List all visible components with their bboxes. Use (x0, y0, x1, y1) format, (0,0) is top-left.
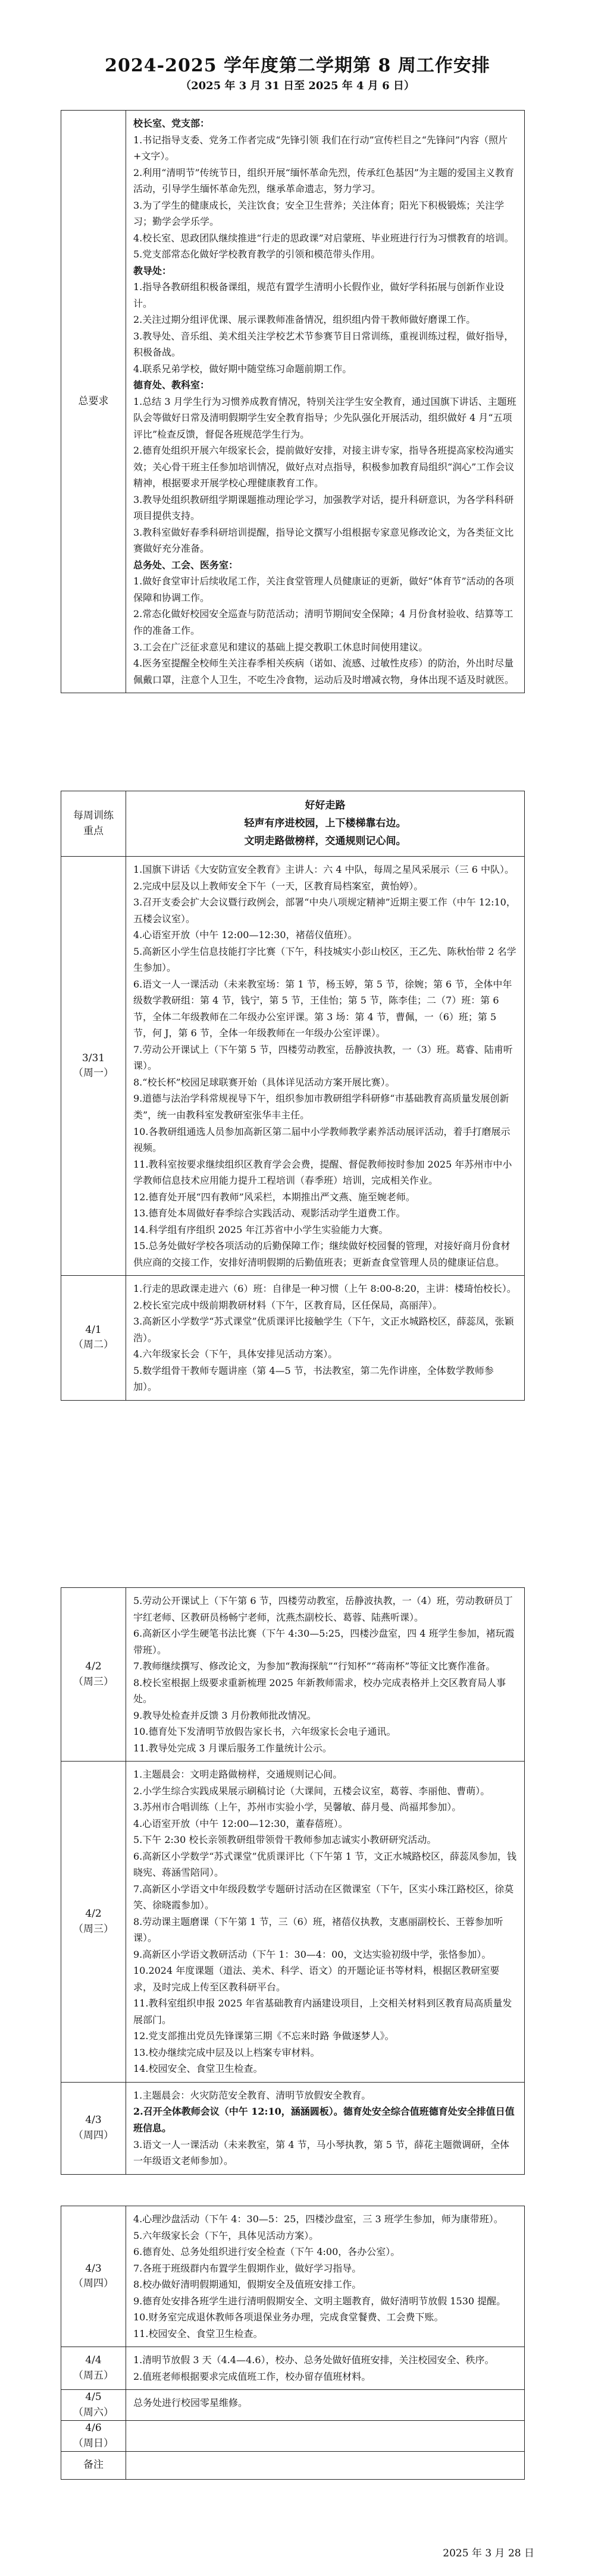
general-label: 总要求 (78, 395, 109, 407)
schedule-item: 3.语文一人一课活动（未来教室，第 4 节，马小琴执教，第 5 节，薛花主题微调研，全体一年级语文老师参加）。 (133, 2138, 509, 2167)
schedule-item: 13.校办继续完成中层及以上档案专审材料。 (133, 2046, 320, 2058)
schedule-item: 4.心理沙盘活动（下午 4：30—5：25，四楼沙盘室，三 3 班学生参加，师为康带班）。 (133, 2213, 503, 2225)
day-label-cell (61, 2082, 126, 2174)
group-item: 1.指导各教研组积极备课组，规范有置学生清明小长假作业，做好学科拓展与创新作业设计。 (133, 281, 505, 309)
day-date: 4/1 (85, 1323, 102, 1336)
day-label-cell (61, 2347, 126, 2390)
day-weekday: （周一） (73, 1067, 114, 1080)
day-label-cell (61, 1588, 126, 1762)
group-item: 2.利用“清明节”传统节日，组织开展“缅怀革命先烈，传承红色基因”为主题的爱国主义教育活动，引导学生缅怀革命先烈，继承革命遗志，努力学习。 (133, 166, 514, 195)
schedule-item: 6.高新区小学生硬笔书法比赛（下午 4:30—5:25，四楼沙盘室，四 4 班学生参加，褚玩霞带班）。 (133, 1628, 515, 1656)
day-weekday: （周二） (73, 1339, 114, 1351)
document-title: 2024-2025 学年度第二学期第 8 周工作安排 (105, 55, 490, 76)
group-heading: 总务处、工会、医务室： (133, 559, 239, 571)
day-date: 4/3 (85, 2114, 102, 2127)
day-weekday: （周日） (73, 2437, 114, 2449)
schedule-item: 9.道德与法治学科常规视导下午，组织参加市教研组学科研修“市基础教育高质量发展创新类”，统一由教科室发教研室张华丰主任。 (133, 1093, 509, 1121)
theme-heading: 好好走路 (305, 800, 346, 812)
group-heading: 德育处、教科室： (133, 379, 210, 391)
schedule-item: 1.清明节放假 3 天（4.4—4.6），校办、总务处做好值班安排，关注校园安全、秩序。 (133, 2354, 494, 2366)
schedule-item: 9.教导处检查并反馈 3 月份教师批改情况。 (133, 1709, 317, 1721)
remarks-label: 备注 (83, 2459, 104, 2471)
group-item: 3.教导处、音乐组、美术组关注学校艺术节参赛节目日常训练，重视训练过程，做好指导，积极备战。 (133, 330, 514, 358)
schedule-item: 6.德育处、总务处组织进行安全检查（下午 4:00，各办公室）。 (133, 2246, 400, 2258)
day-date: 4/2 (85, 1908, 102, 1920)
day-weekday: （周三） (73, 1923, 114, 1935)
group-item: 2.常态化做好校园安全巡查与防范活动；清明节期间安全保障；4 月份食材验收、结算等工作的准备工作。 (133, 608, 513, 636)
group-teaching (133, 263, 517, 378)
theme-label-cell (61, 791, 126, 857)
schedule-item: 5.数学组骨干教师专题讲座（第 4—5 节，书法教室，第二先作讲座，全体数学教师参加）。 (133, 1364, 494, 1393)
weekly-schedule-table (61, 791, 525, 1401)
day-label-cell (61, 2206, 126, 2347)
schedule-item: 2.校长室完成中级前期教研材料（下午，区教育局，区任保局，高丽萍）。 (133, 1299, 443, 1311)
schedule-item: 11.教科室组织申报 2025 年省基础教育内涵建设项目，上交相关材料到区教育局高质量发展部门。 (133, 1998, 512, 2025)
group-item: 3.为了学生的健康成长，关注饮食；安全卫生营养；关注体育；阳光下积极锻炼；关注学习；勤学会学乐学。 (133, 199, 505, 228)
schedule-item: 11.教科室按要求继续组织区教育学会会费，提醒、督促教师按时参加 2025 年苏州市中小学教师信息技术应用能力提升工程培训（春季班）培训，完成相关作业。 (133, 1158, 512, 1187)
schedule-item: 3.高新区小学数学“苏式课堂”优质课评比接触学生（下午，文正水城路校区，薛蕊凤，张颖浩）。 (133, 1316, 514, 1344)
day-date: 3/31 (82, 1052, 105, 1064)
schedule-item: 15.总务处做好学校各项活动的后勤保障工作；继续做好校园餐的管理，对接好商月份食材供应商的交接工作，安排好清明假期的后勤值班表；更新查食堂管理人员的健康证信息。 (133, 1240, 511, 1268)
group-item: 3.教科室做好春季科研培训提醒，指导论文撰写小组根据专家意见修改论文，为各类征文比赛做好充分准备。 (133, 526, 514, 555)
schedule-item: 4.六年级家长会（下午，具体安排见活动方案）。 (133, 1348, 338, 1360)
day-content-cell (126, 2206, 525, 2347)
remarks-label-cell (61, 2452, 126, 2480)
group-item: 5.党支部常态化做好学校教育教学的引领和模范带头作用。 (133, 249, 381, 260)
schedule-item: 8.劳动课主题磨课（下午第 1 节，三（6）班，褚蓓仪执教，支惠丽副校长、王蓉参加听课）。 (133, 1916, 503, 1944)
schedule-item: 12.德育处开展“四有教师”风采栏，本期推出严文燕、施至婉老师。 (133, 1191, 415, 1203)
schedule-item: 7.劳动公开课试上（下午第 5 节，四楼劳动教室，岳静波执教，一（3）班。葛睿、陆甫听课）。 (133, 1043, 513, 1072)
day-weekday: （周五） (73, 2369, 114, 2382)
day-date: 4/4 (85, 2354, 102, 2367)
general-requirements-table (61, 110, 525, 693)
schedule-item: 2.完成中层及以上教师安全下午（一天，区教育局档案室，黄怡婷）。 (133, 880, 424, 892)
day-content-cell (126, 1762, 525, 2083)
schedule-item: 2.小学生综合实践成果展示刷稿讨论（大课间，五楼会议室，葛蓉、李丽他、曹萌）。 (133, 1785, 490, 1797)
general-content-cell (126, 111, 525, 693)
schedule-item: 6.高新区小学数学“苏式课堂”优质课评比（下午第 1 节，文正水城路校区，薛蕊凤参加，钱晓宪、蒋涵雪陪同）。 (133, 1850, 516, 1879)
day-weekday: （周三） (73, 1675, 114, 1688)
day-date: 4/5 (85, 2391, 102, 2404)
group-item: 1.总结 3 月学生行为习惯养成教育情况，特别关注学生安全教育，通过国旗下讲话、主题班队会等做好日常及清明假期学生安全教育指导；少先队强化开展活动，组织做好 4 月“五项评比”检查反馈，督促各班规范学生行为。 (133, 395, 516, 440)
day-content-cell (126, 1588, 525, 1762)
schedule-item: 13.德育处本周做好春季综合实践活动、观影活动学生道费工作。 (133, 1207, 406, 1219)
day-weekday: （周六） (73, 2406, 114, 2418)
group-item: 1.书记指导支委、党务工作者完成“先锋引领 我们在行动”宣传栏目之“先锋问”内容（照片+文字）。 (133, 134, 508, 162)
schedule-item: 6.语文一人一课活动（未来教室场：第 1 节，杨玉婷，第 5 节，徐婉；第 6 节，全体中年级数学教研组：第 4 节，钱宁，第 5 节，王佳怡；第 5 节，陈李佳；二（7）班：第 6 节，全体二年级教师在二年级办公室评课。第 3 场：第 4 节，曹佩，一（6）班；第 5 节，何 J，第 6 节，全体一年级教师在一年级办公室评课）。 (133, 978, 512, 1039)
day-label-cell (61, 2421, 126, 2452)
day-label-cell (61, 1762, 126, 2083)
schedule-item: 5.六年级家长会（下午，具体见活动方案）。 (133, 2229, 319, 2241)
schedule-item: 10.2024 年度课题（道法、美术、科学、语文）的开题论证书等材料，根据区教研室要求，及时完成上传至区教科研平台。 (133, 1965, 500, 1993)
theme-line2: 文明走路做榜样，交通规则记心间。 (244, 835, 406, 847)
schedule-item: 14.科学组有序组织 2025 年江苏省中小学生实验能力大赛。 (133, 1223, 389, 1235)
day-label-cell (61, 857, 126, 1276)
group-item: 4.医务室提醒全校师生关注春季相关疾病（诺如、流感、过敏性皮疹）的防治，外出时尽量佩戴口罩，注意个人卫生，不吃生冷食物，运动后及时增减衣物，身体出现不适及时就医。 (133, 658, 515, 685)
schedule-item: 10.财务室完成退休教师各项退保业务办理，完成食堂餐费、工会费下账。 (133, 2311, 444, 2323)
schedule-item: 8.“校长杯”校园足球联赛开始（具体详见活动方案开展比赛）。 (133, 1076, 395, 1088)
day-weekday: （周四） (73, 2278, 114, 2290)
theme-content-cell (126, 791, 525, 857)
theme-label-line2: 重点 (83, 825, 104, 837)
day-label-cell (61, 1276, 126, 1401)
group-moral-education (133, 377, 517, 557)
schedule-item: 8.校办做好清明假期通知，假期安全及值班安排工作。 (133, 2279, 362, 2291)
schedule-item: 14.校园安全、食堂卫生检查。 (133, 2063, 263, 2075)
theme-label-line1: 每周训练 (73, 810, 114, 822)
schedule-item: 1.国旗下讲话《大安防宣安全教育》主讲人：六 4 中队，每周之星风采展示（三 6 中队）。 (133, 864, 514, 876)
group-item: 4.联系兄弟学校，做好期中随堂练习命题前期工作。 (133, 363, 352, 375)
schedule-item: 10.德育处下发清明节放假告家长书，六年级家长会电子通讯。 (133, 1726, 396, 1738)
day-content-cell (126, 1276, 525, 1401)
weekly-schedule-table-final (61, 2206, 525, 2480)
group-item: 2.关注过期分组评优课、展示课教师准备情况，组织组内骨干教师做好磨课工作。 (133, 314, 476, 326)
schedule-item: 5.高新区小学生信息技能打字比赛（下午，科技城实小彭山校区，王乙先、陈秋怡带 2 名学生参加）。 (133, 945, 516, 974)
day-content-cell (126, 2421, 525, 2452)
group-leadership (133, 115, 517, 263)
schedule-item: 4.心语室开放（中午 12:00—12:30，董春蓓班）。 (133, 1817, 348, 1829)
schedule-item: 3.召开支委会扩大会议暨行政例会，部署“中央八项规定精神”近期主要工作（中午 12:10，五楼会议室）。 (133, 897, 516, 924)
schedule-item: 4.心语室开放（中午 12:00—12:30，褚蓓仪值班）。 (133, 929, 358, 941)
remarks-content-cell (126, 2452, 525, 2480)
schedule-item: 11.校园安全、食堂卫生检查。 (133, 2327, 263, 2339)
group-item: 1.做好食堂审计后续收尾工作，关注食堂管理人员健康证的更新，做好“体育节”活动的各项保障和协调工作。 (133, 575, 514, 603)
group-heading: 校长室、党支部： (133, 118, 210, 129)
day-content-cell (126, 2082, 525, 2174)
general-label-cell (61, 111, 126, 693)
schedule-item: 9.高新区小学语文教研活动（下午 1：30—4：00，文达实验初级中学，张恪参加）。 (133, 1948, 491, 1960)
schedule-item: 12.党支部推出党员先锋课第三期《不忘来时路 争做逐梦人》。 (133, 2030, 394, 2042)
group-item: 4.校长室、思政团队继续推进“行走的思政课”对启蒙班、毕业班进行行为习惯教育的培训。 (133, 232, 514, 244)
schedule-item: 2.值班老师根据要求完成值班工作，校办留存值班材料。 (133, 2370, 371, 2382)
day-content-cell (126, 857, 525, 1276)
group-general-affairs (133, 557, 517, 688)
schedule-item: 5.劳动公开课试上（下午第 6 节，四楼劳动教室，岳静波执教，一（4）班，劳动教研员丁宇红老师、区教研员杨畅宁老师，沈燕杰副校长、葛蓉、陆燕听课）。 (133, 1595, 513, 1623)
day-date: 4/6 (85, 2422, 102, 2435)
day-weekday: （周四） (73, 2129, 114, 2141)
schedule-item: 10.各教研组通选人员参加高新区第二届中小学教师教学素养活动展评活动，着手打磨展示视频。 (133, 1125, 511, 1154)
group-item: 2.德育处组织开展六年级家长会，提前做好安排，对接主讲专家，指导各班提高家校沟通实效；关心骨干班主任参加培训情况，做好点对点指导，积极参加教育局组织“润心”工作会议精神，根据要求开展学校心理健康教育工作。 (133, 445, 515, 489)
group-item: 3.工会在广泛征求意见和建议的基础上提交教职工休息时间使用建议。 (133, 641, 428, 653)
weekly-schedule-table-continued (61, 1587, 525, 2175)
schedule-item: 2.召开全体教师会议（中午 12:10，涵涵圆板）。德育处安全综合值班德育处安全排值日值班信息。 (133, 2106, 515, 2134)
schedule-item: 8.校长室根据上级要求重新梳理 2025 年新教师需求，校办完成表格并上交区教育局人事处。 (133, 1677, 506, 1705)
day-date: 4/3 (85, 2262, 102, 2275)
schedule-item: 7.各班于班级群内布置学生假期作业，做好学习指导。 (133, 2262, 362, 2274)
document-subtitle: （2025 年 3 月 31 日至 2025 年 4 月 6 日） (180, 80, 415, 92)
schedule-item: 11.教导处完成 3 月课后服务工作量统计公示。 (133, 1742, 332, 1754)
day-date: 4/2 (85, 1660, 102, 1673)
day-content-cell (126, 2347, 525, 2390)
group-heading: 教导处： (133, 265, 172, 276)
day-label-cell (61, 2390, 126, 2421)
schedule-item: 9.德育处安排各班学生进行清明假期安全、文明主题教育，做好清明节放假 1530 提醒。 (133, 2295, 506, 2307)
schedule-item: 1.主题晨会：文明走路做榜样，交通规则记心间。 (133, 1769, 343, 1781)
theme-line1: 轻声有序进校园，上下楼梯靠右边。 (244, 817, 406, 829)
schedule-item: 7.教师继续撰写、修改论文，为参加“教海探航”“行知杯”“蒋南杯”等征文比赛作准备。 (133, 1660, 496, 1672)
group-item: 3.教导处组织教研组学期课题推动理论学习，加强教学对话，提升科研意识，为各学科科研项目提供支持。 (133, 493, 514, 522)
schedule-item: 1.主题晨会：火灾防范安全教育、清明节放假安全教育。 (133, 2089, 371, 2101)
footer-date: 2025 年 3 月 28 日 (443, 2547, 534, 2559)
schedule-item: 5.下午 2:30 校长亲领教研组带领骨干教师参加志诚实小教研研究活动。 (133, 1834, 437, 1846)
schedule-item: 1.行走的思政课走进六（6）班：自律是一种习惯（上午 8:00-8:20，主讲：楼琦怡校长）。 (133, 1283, 516, 1295)
schedule-item: 总务处进行校园零星维修。 (133, 2397, 248, 2409)
schedule-item: 7.高新区小学语文中年级段数学专题研讨活动在区微课室（下午，区实小珠江路校区，徐莫笑、徐晓霞参加）。 (133, 1883, 514, 1911)
day-content-cell (126, 2390, 525, 2421)
schedule-item: 3.苏州市合唱训练（上午，苏州市实验小学，吴馨敏、薛月曼、尚福邦参加）。 (133, 1801, 462, 1813)
